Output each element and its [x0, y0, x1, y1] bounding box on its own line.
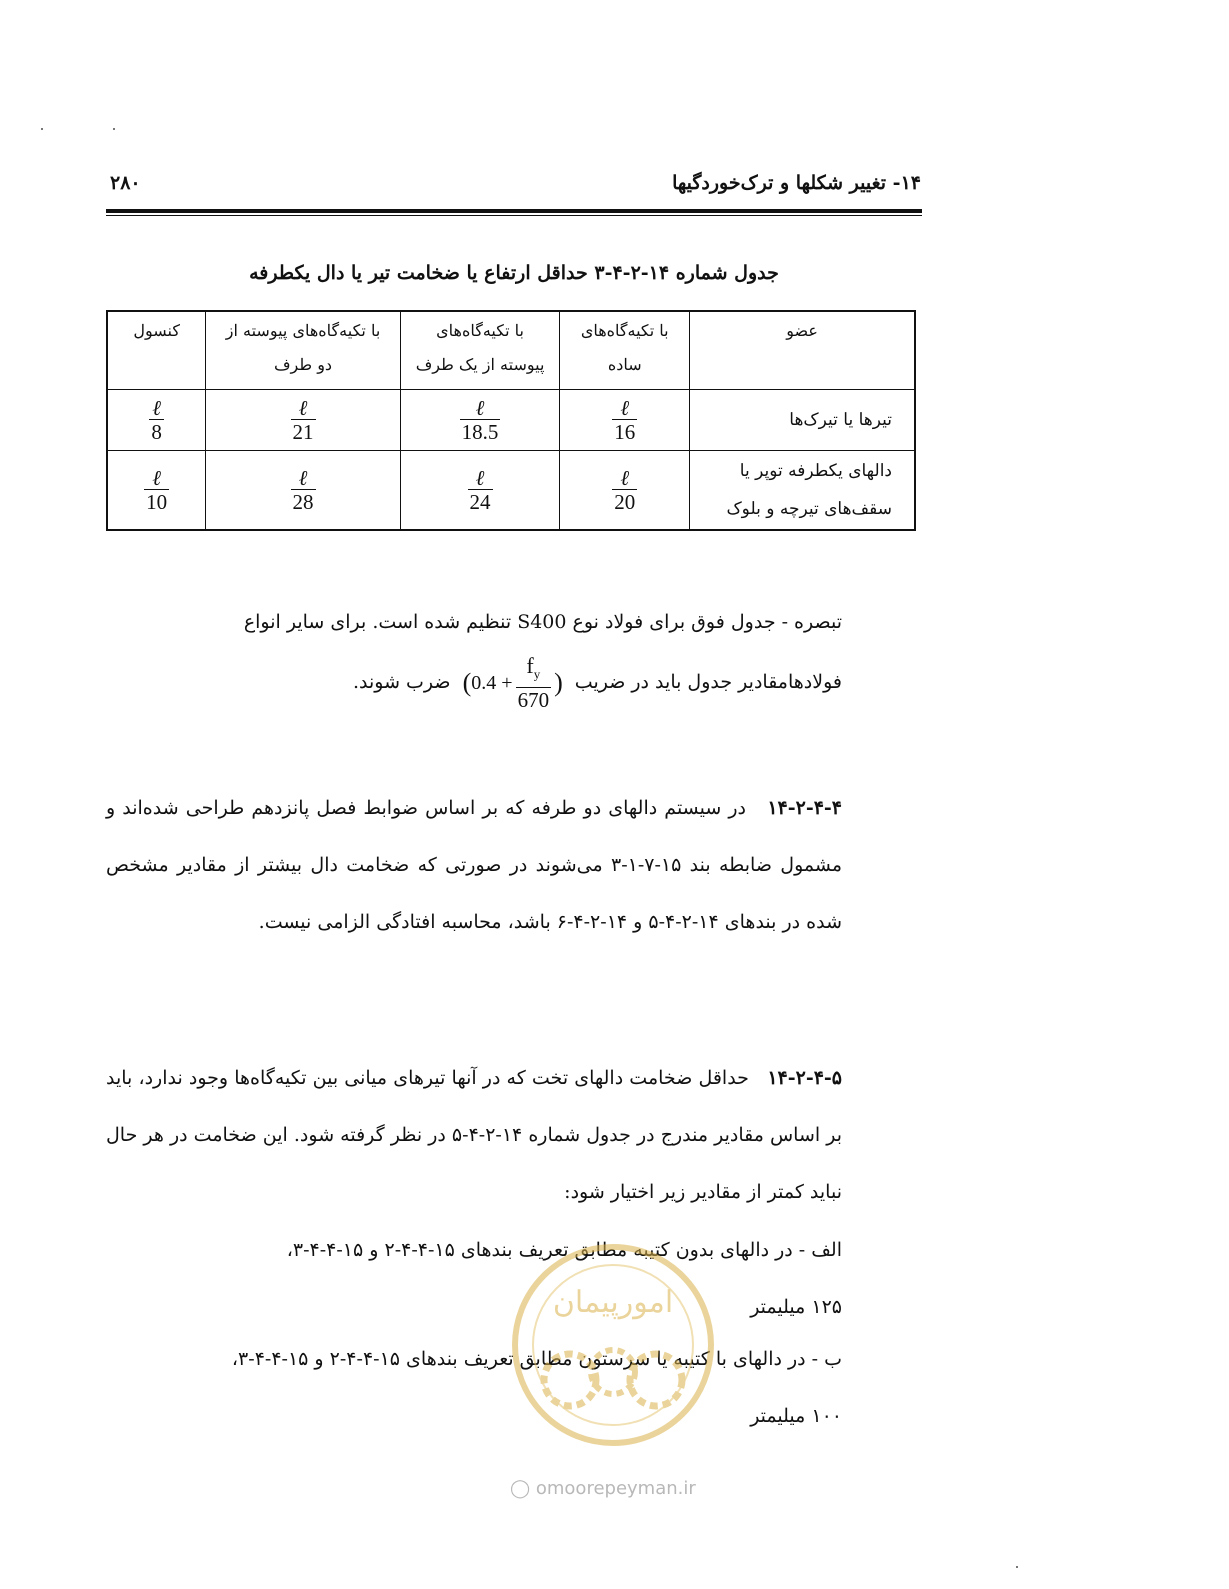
table-row — [107, 451, 915, 531]
list-item-a: الف - در دالهای بدون کتیبه مطابق تعریف بندهای ۱۵-۴-۴-۲ و ۱۵-۴-۴-۳، — [286, 1239, 842, 1261]
clause-number: ۱۴-۲-۴-۴ — [767, 797, 842, 819]
ratio-cell: $\frac{\text{ℓ}}{20}$ — [560, 451, 690, 531]
clause-text: حداقل ضخامت دالهای تخت که در آنها تیرهای میانی بین تکیه‌گاه‌ها وجود ندارد، باید بر اساس مقادیر مندرج در جدول شماره ۱۴-۲-۴-۵ در نظر گرفته شود. این ضخامت در هر حال نباید کمتر از مقادیر زیر اختیار شود: — [106, 1067, 842, 1203]
clause-14-2-4-5 — [106, 1050, 842, 1221]
row-member-label: تیرها یا تیرک‌ها — [690, 390, 915, 451]
min-thickness-table — [106, 310, 916, 531]
ratio-cell: $\frac{\text{ℓ}}{8}$ — [107, 390, 206, 451]
clause-number: ۱۴-۲-۴-۵ — [767, 1067, 842, 1089]
ratio-cell: $\frac{\text{ℓ}}{16}$ — [560, 390, 690, 451]
clause-text: در سیستم دالهای دو طرفه که بر اساس ضوابط فصل پانزدهم طراحی شده‌اند و مشمول ضابطه بند ۱۵-۷-۱-۳ می‌شوند در صورتی که ضخامت دال بیشتر از مقادیر مشخص شده در بندهای ۱۴-۲-۴-۵ و ۱۴-۲-۴-۶ باشد، محاسبه افتادگی الزامی نیست. — [106, 797, 843, 933]
scan-speck — [113, 128, 115, 130]
scan-speck — [41, 128, 43, 130]
col-header-cantilever: کنسول — [107, 311, 206, 390]
watermark-url: ◯ omoorepeyman.ir — [510, 1478, 696, 1499]
clause-14-2-4-4 — [106, 780, 842, 951]
header-rule-thick — [106, 209, 922, 213]
table-row — [107, 390, 915, 451]
table-header-row — [107, 311, 915, 390]
watermark-logo-text: امورپیمان — [552, 1285, 674, 1320]
steel-factor-formula: ( 0.4 + $\frac{f_y}{670}$ ) — [462, 653, 563, 712]
watermark-logo — [508, 1240, 718, 1450]
ratio-cell: $\frac{\text{ℓ}}{10}$ — [107, 451, 206, 531]
list-item-b-value: ۱۰۰ میلیمتر — [750, 1405, 842, 1427]
row-member-label: دالهای یکطرفه توپر یا سقف‌های تیرچه و بلوک — [690, 451, 915, 531]
ratio-cell: $\frac{\text{ℓ}}{24}$ — [400, 451, 560, 531]
col-header-one-end-continuous: با تکیه‌گاه‌های پیوسته از یک طرف — [400, 311, 560, 390]
ratio-cell: $\frac{\text{ℓ}}{18.5}$ — [400, 390, 560, 451]
table-title: جدول شماره ۱۴-۲-۴-۳ حداقل ارتفاع یا ضخامت تیر یا دال یکطرفه — [249, 262, 779, 284]
col-header-both-ends-continuous: با تکیه‌گاه‌های پیوسته از دو طرف — [206, 311, 400, 390]
table-note — [106, 592, 842, 713]
list-item-b: ب - در دالهای با کتیبه یا سرستون مطابق تعریف بندهای ۱۵-۴-۴-۲ و ۱۵-۴-۴-۳، — [231, 1348, 842, 1370]
col-header-member: عضو — [690, 311, 915, 390]
page-number: ۲۸۰ — [110, 172, 141, 194]
note-line2: فولادهامقادیر جدول باید در ضریب ( 0.4 + $\frac{f_y}{670}$ ) ضرب شوند. — [352, 653, 842, 712]
ratio-cell: $\frac{\text{ℓ}}{28}$ — [206, 451, 400, 531]
ratio-cell: $\frac{\text{ℓ}}{21}$ — [206, 390, 400, 451]
chapter-title: ۱۴- تغییر شکلها و ترک‌خوردگیها — [672, 172, 921, 194]
scan-speck — [1016, 1566, 1018, 1568]
col-header-simple: با تکیه‌گاه‌های ساده — [560, 311, 690, 390]
list-item-a-value: ۱۲۵ میلیمتر — [750, 1296, 842, 1318]
header-rule-thin — [106, 215, 922, 216]
note-line1: تبصره - جدول فوق برای فولاد نوع S400 تنظیم شده است. برای سایر انواع — [243, 611, 842, 633]
